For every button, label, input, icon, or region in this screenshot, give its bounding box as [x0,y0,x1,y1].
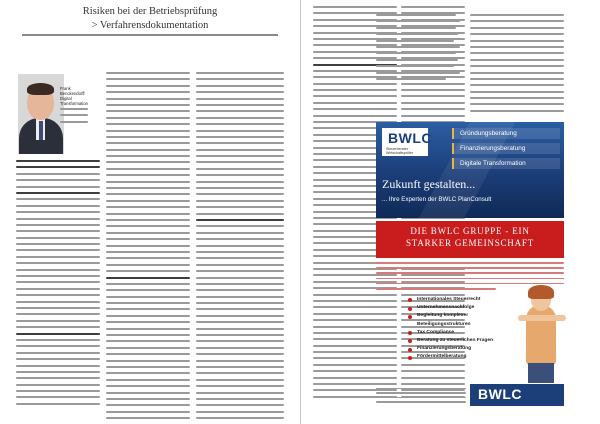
photo-caption [60,86,88,127]
bwlc-footer-logo: BWLC [470,384,564,406]
article-column-3 [196,72,284,423]
service-item: Gründungsberatung [452,128,560,139]
bullet-item: Beratung zu steuerlichen Fragen [408,337,518,345]
ad-headline: Zukunft gestalten... [382,177,476,191]
author-photo [18,74,64,154]
ad-subheadline: ... Ihre Experten der BWLC PlanConsult [382,196,492,203]
service-item: Digitale Transformation [452,158,560,169]
article-subtitle: > Verfahrensdokumentation [91,20,209,31]
article-title: Risiken bei der Betriebsprüfung [82,6,218,17]
ad-footer-text [376,388,466,406]
article-column-2 [106,72,190,423]
caption-role: Digital Transformation [60,96,89,106]
caption-name: Frank Benckendorff [60,86,85,96]
service-bullets [408,296,518,362]
ad-top-text-2 [470,14,564,116]
services-list [452,128,560,173]
bwlc-red-band [376,221,564,258]
bwlc-logo: BWLC Steuerberater · Wirtschaftsprüfer [382,128,428,156]
bullet-item: Tax Compliance [408,329,518,337]
band-line-2: STARKER GEMEINSCHAFT [405,238,535,248]
bullet-item: Begleitung komplexer Beteiligungsstrukturen [408,312,518,328]
bullet-item: Fördermittelberatung [408,353,518,361]
ad-illustration-person [518,285,566,383]
bwlc-ad-banner [376,122,564,218]
bullet-item: Unternehmensnachfolge [408,304,518,312]
byline-rule [22,34,278,36]
article-column-1 [16,160,100,409]
band-line-1: DIE BWLC GRUPPE - EIN [410,226,530,236]
bullet-item: Finanzierungsberatung [408,345,518,353]
service-item: Finanzierungsberatung [452,143,560,154]
bullet-item: Internationales Steuerrecht [408,296,518,304]
